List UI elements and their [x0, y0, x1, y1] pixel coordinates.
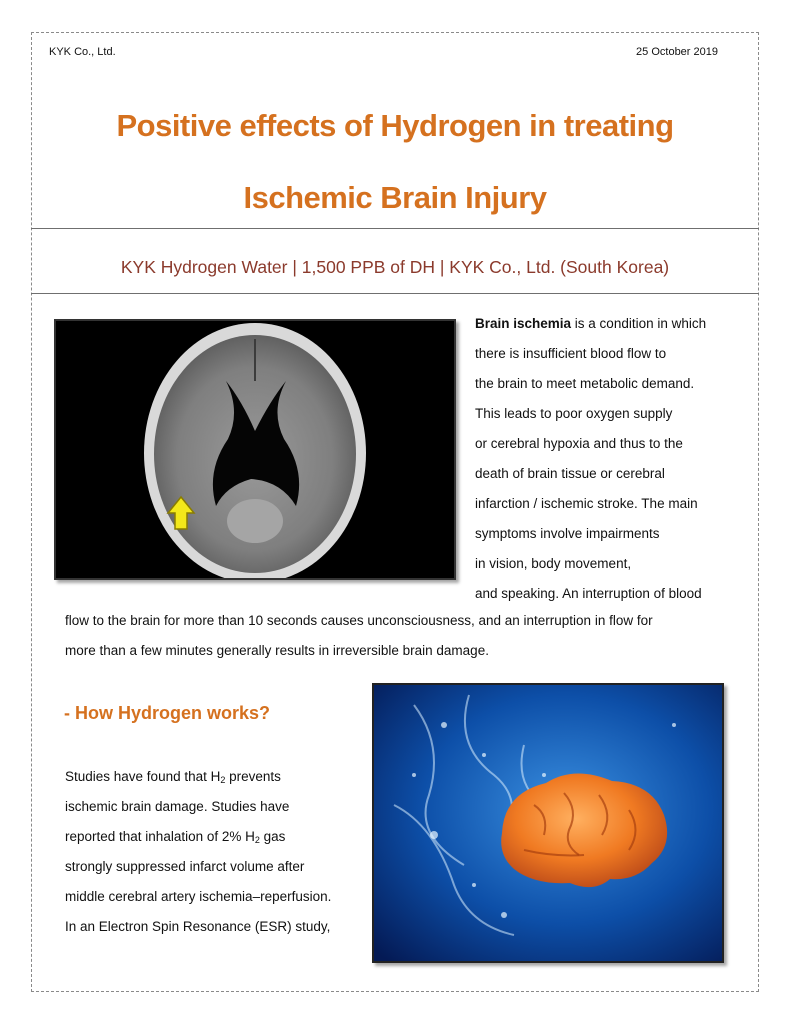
brain-in-water-graphic — [374, 685, 722, 961]
intro-line: there is insufficient blood flow to — [475, 346, 667, 361]
section-line: In an Electron Spin Resonance (ESR) study, — [65, 919, 331, 934]
section-line: Studies have found that $H_2$ prevents — [65, 769, 281, 785]
intro-line: and speaking. An interruption of blood — [475, 586, 702, 601]
brain-ct-scan-graphic — [56, 321, 454, 578]
intro-line: in vision, body movement, — [475, 556, 632, 571]
intro-line: more than a few minutes generally results in irreversible brain damage. — [65, 643, 489, 658]
how-hydrogen-works-paragraph — [65, 762, 375, 942]
intro-paragraph-continued — [65, 606, 745, 666]
section-line: reported that inhalation of 2% $H_2$ gas — [65, 829, 286, 845]
page-title-line-2: Ischemic Brain Injury — [243, 180, 547, 215]
subtitle: KYK Hydrogen Water | 1,500 PPB of DH | KYK Co., Ltd. (South Korea) — [120, 257, 670, 277]
intro-line: symptoms involve impairments — [475, 526, 660, 541]
intro-line: infarction / ischemic stroke. The main — [475, 496, 698, 511]
section-line: strongly suppressed infarct volume after — [65, 859, 305, 874]
intro-line: or cerebral hypoxia and thus to the — [475, 436, 683, 451]
page-title-line-1: Positive effects of Hydrogen in treating — [116, 108, 674, 143]
section-line: ischemic brain damage. Studies have — [65, 799, 290, 814]
intro-line: the brain to meet metabolic demand. — [475, 376, 695, 391]
section-heading: - How Hydrogen works? — [64, 703, 271, 723]
intro-paragraph — [475, 309, 745, 609]
intro-line: flow to the brain for more than 10 seconds causes unconsciousness, and an interruption in flow for — [65, 613, 653, 628]
intro-line: This leads to poor oxygen supply — [475, 406, 673, 421]
intro-line: Brain ischemia is a condition in which — [475, 316, 707, 331]
brain-ischemia-term: Brain ischemia — [475, 316, 572, 331]
brain-ct-scan-image — [54, 319, 456, 580]
section-line: middle cerebral artery ischemia–reperfusion. — [65, 889, 332, 904]
divider-top — [31, 228, 759, 229]
intro-line: death of brain tissue or cerebral — [475, 466, 665, 481]
brain-in-water-image — [372, 683, 724, 963]
document-date: 25 October 2019 — [636, 46, 718, 58]
company-name: KYK Co., Ltd. — [49, 46, 116, 58]
divider-bottom — [31, 293, 759, 294]
